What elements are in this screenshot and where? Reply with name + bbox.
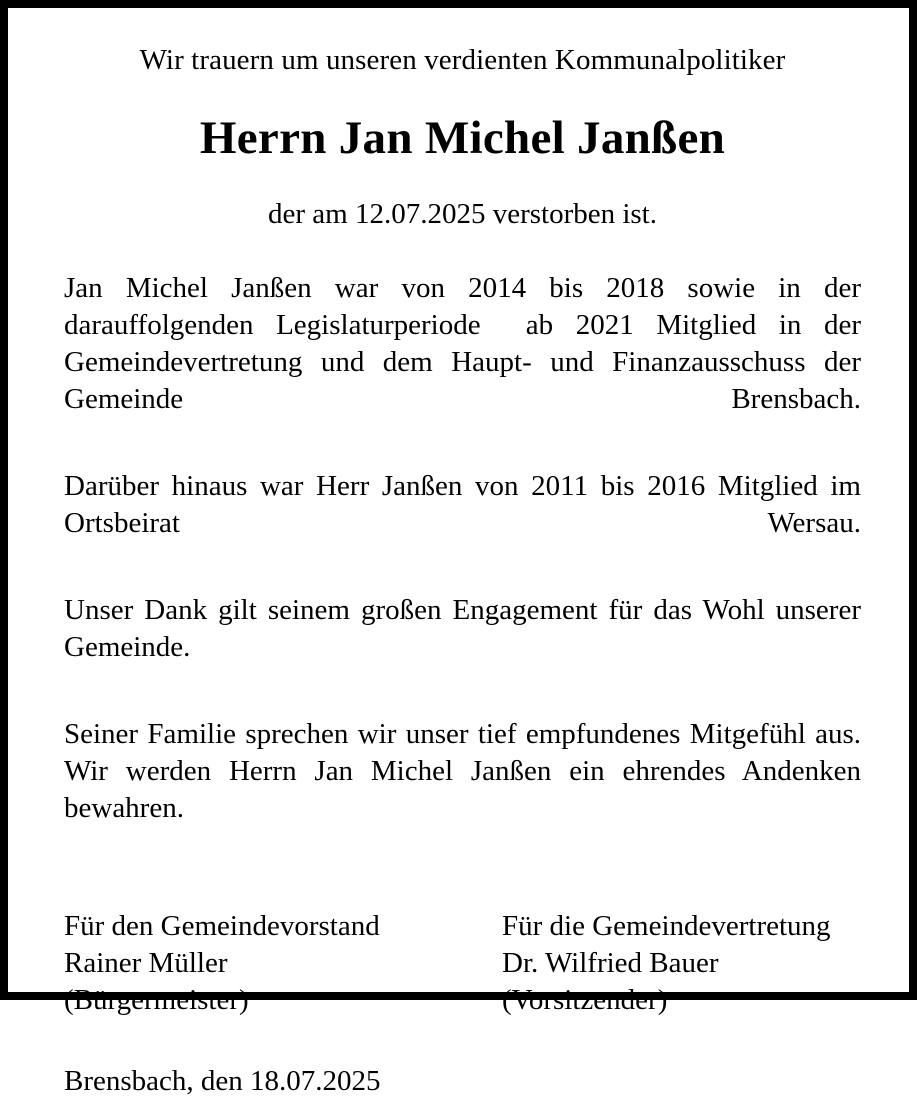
signatory-role: (Vorsitzender) [502, 984, 668, 1016]
deceased-name-heading: Herrn Jan Michel Janßen [199, 112, 726, 164]
signatory-column-gemeindevertretung [502, 908, 861, 1019]
signatory-name: Rainer Müller [64, 947, 228, 979]
signatory-organisation: Für die Gemeindevertretung [502, 910, 831, 942]
body-paragraph: Unser Dank gilt seinem großen Engagement für das Wohl unserer Gemeinde. [64, 594, 869, 663]
signatory-column-gemeindevorstand [64, 908, 502, 1019]
mourning-intro-line: Wir trauern um unseren verdienten Kommunalpolitiker [139, 44, 786, 76]
signature-block [64, 908, 861, 1019]
obituary-body [64, 270, 869, 864]
place-and-date-line: Brensbach, den 18.07.2025 [64, 1065, 381, 1097]
signatory-role: (Bürgermeister) [64, 984, 249, 1016]
body-paragraph: Darüber hinaus war Herr Janßen von 2011 bis 2016 Mitglied im Ortsbeirat Wersau. [64, 470, 869, 539]
body-paragraph: Jan Michel Janßen war von 2014 bis 2018 sowie in der darauffolgenden Legislaturperiode ab 2021 Mitglied in der Gemeindevertretung und dem Haupt- und Finanzausschuss der Gemeinde Brensbach. [64, 272, 869, 415]
signatory-organisation: Für den Gemeindevorstand [64, 910, 380, 942]
notice-content [8, 8, 909, 1097]
body-paragraph: Seiner Familie sprechen wir unser tief empfundenes Mitgefühl aus. Wir werden Herrn Jan Michel Janßen ein ehrendes Andenken bewahren. [64, 718, 869, 824]
date-of-death-line: der am 12.07.2025 verstorben ist. [267, 198, 657, 230]
signatory-name: Dr. Wilfried Bauer [502, 947, 719, 979]
